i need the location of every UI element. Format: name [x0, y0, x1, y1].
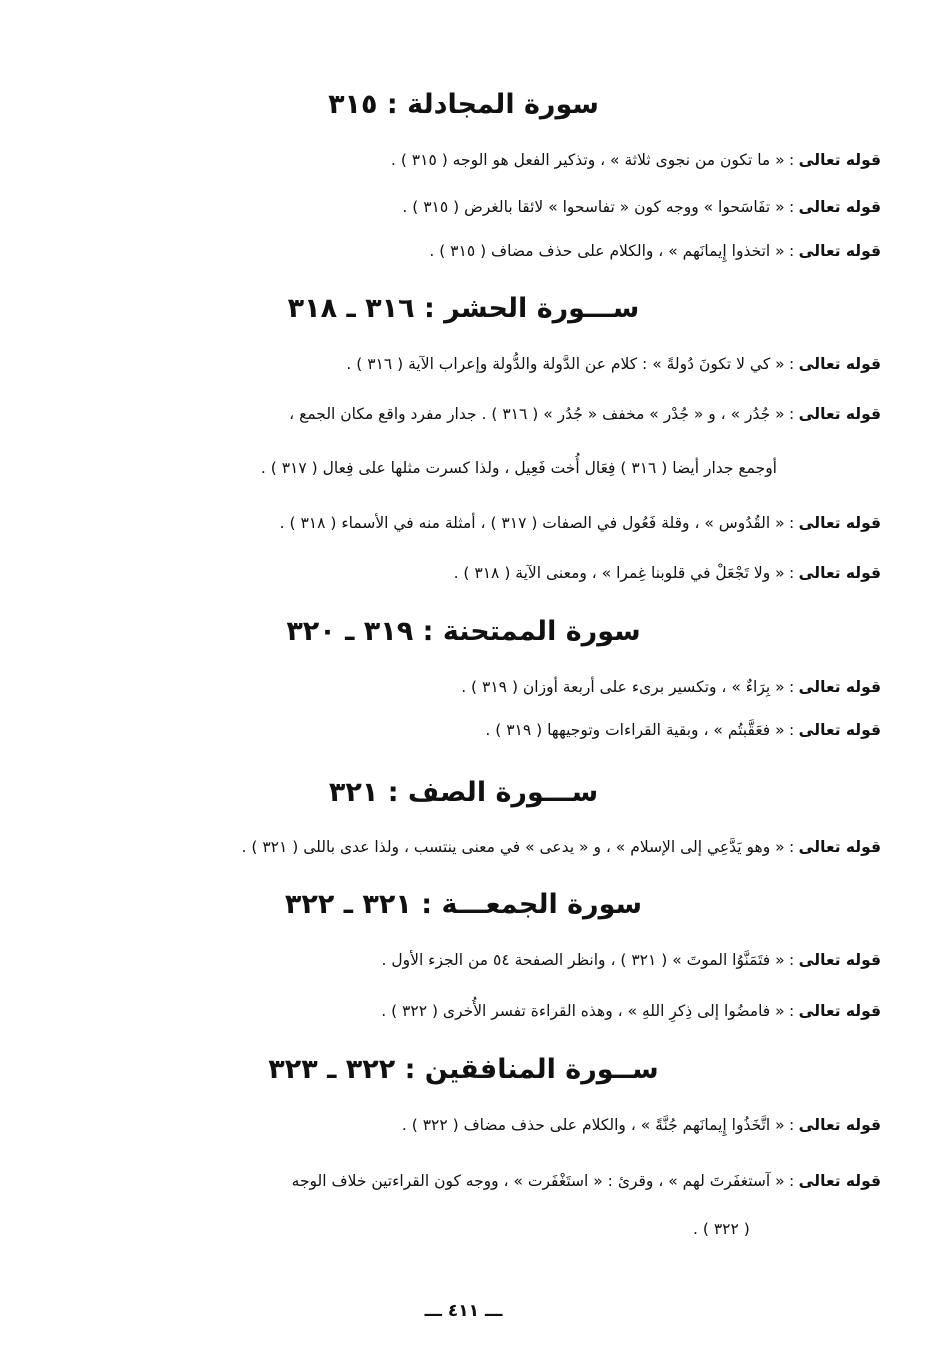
page-number: ـــ ٤١١ ـــ: [424, 1301, 503, 1321]
entry-text: « ولا تَجْعَلْ في قلوبنا غِمرا » ، ومعنى الآية ( ٣١٨ ) .: [453, 564, 785, 582]
section-title-mujadila: سورة المجادلة : ٣١٥: [328, 89, 599, 120]
entry-lead: قوله تعالى: [798, 721, 881, 739]
entry-text: « القُدُوس » ، وقلة فَعُول في الصفات ( ٣١٧ ) ، أمثلة منه في الأسماء ( ٣١٨ ) .: [279, 514, 785, 532]
entry-lead: قوله تعالى: [798, 151, 881, 169]
entry-text: « فتَمَنَّوُا الموتَ » ( ٣٢١ ) ، وانظر الصفحة ٥٤ من الجزء الأول .: [381, 951, 785, 969]
entry-line: قوله تعالى:« بِرَاءٌ » ، وتكسير برىء على أربعة أوزان ( ٣١٩ ) .: [461, 678, 881, 696]
entry-line: قوله تعالى:« وهو يَدَّعِي إلى الإسلام » ، و « يدعى » في معنى ينتسب ، ولذا عدى باللى ( ٣٢١ ) .: [241, 838, 881, 856]
entry-line: قوله تعالى:« فامضُوا إلى ذِكرِ اللهِ » ، وهذه القراءة تفسر الأُخرى ( ٣٢٢ ) .: [381, 1002, 881, 1020]
entry-line: قوله تعالى:« ولا تَجْعَلْ في قلوبنا غِمرا » ، ومعنى الآية ( ٣١٨ ) .: [453, 564, 881, 582]
entry-lead: قوله تعالى: [798, 1116, 881, 1134]
entry-text: « جُدُر » ، و « جُدْر » مخفف « جُدُر » ( ٣١٦ ) . جدار مفرد واقع مكان الجمع ،: [289, 405, 785, 423]
entry-continuation: ( ٣٢٢ ) .: [693, 1220, 750, 1238]
entry-lead: قوله تعالى: [798, 405, 881, 423]
entry-line: قوله تعالى:« آستغفَرتَ لهم » ، وقرئ : « استَغْفَرت » ، ووجه كون القراءتين خلاف الوجه: [291, 1172, 881, 1190]
entry-lead: قوله تعالى: [798, 951, 881, 969]
entry-line: قوله تعالى:« اتَّخَذُوا إِيمانَهم جُنَّةً » ، والكلام على حذف مضاف ( ٣٢٢ ) .: [401, 1116, 881, 1134]
section-title-munafiqun: ســورة المنافقين : ٣٢٢ ـ ٣٢٣: [268, 1054, 659, 1085]
entry-text: « فامضُوا إلى ذِكرِ اللهِ » ، وهذه القراءة تفسر الأُخرى ( ٣٢٢ ) .: [381, 1002, 785, 1020]
entry-lead: قوله تعالى: [798, 678, 881, 696]
entry-line: قوله تعالى:« اتخذوا إِيمانَهم » ، والكلام على حذف مضاف ( ٣١٥ ) .: [429, 242, 881, 260]
section-title-saff: ســـورة الصف : ٣٢١: [328, 777, 599, 808]
entry-text: « ما تكون من نجوى ثلاثة » ، وتذكير الفعل هو الوجه ( ٣١٥ ) .: [390, 151, 785, 169]
entry-text: « كي لا تكونَ دُولةً » : كلام عن الدَّولة والدُّولة وإعراب الآية ( ٣١٦ ) .: [346, 355, 785, 373]
entry-lead: قوله تعالى: [798, 242, 881, 260]
entry-lead: قوله تعالى: [798, 514, 881, 532]
section-title-jumua: سورة الجمعـــة : ٣٢١ ـ ٣٢٢: [284, 889, 643, 920]
section-title-mumtahana: سورة الممتحنة : ٣١٩ ـ ٣٢٠: [286, 616, 641, 647]
entry-lead: قوله تعالى: [798, 355, 881, 373]
entry-lead: قوله تعالى: [798, 564, 881, 582]
entry-text: « اتَّخَذُوا إِيمانَهم جُنَّةً » ، والكلام على حذف مضاف ( ٣٢٢ ) .: [401, 1116, 785, 1134]
entry-lead: قوله تعالى: [798, 1002, 881, 1020]
entry-lead: قوله تعالى: [798, 1172, 881, 1190]
entry-text: « آستغفَرتَ لهم » ، وقرئ : « استَغْفَرت » ، ووجه كون القراءتين خلاف الوجه: [291, 1172, 785, 1190]
entry-lead: قوله تعالى: [798, 198, 881, 216]
entry-line: قوله تعالى:« ما تكون من نجوى ثلاثة » ، وتذكير الفعل هو الوجه ( ٣١٥ ) .: [390, 151, 881, 169]
entry-lead: قوله تعالى: [798, 838, 881, 856]
entry-text: « فعَقَّبتُم » ، وبقية القراءات وتوجيهها ( ٣١٩ ) .: [485, 721, 785, 739]
entry-continuation: أوجمع جدار أيضا ( ٣١٦ ) فِعَال أُخت فَعِيل ، ولذا كسرت مثلها على فِعال ( ٣١٧ ) .: [260, 459, 777, 477]
section-title-hashr: ســـورة الحشر : ٣١٦ ـ ٣١٨: [287, 293, 640, 324]
entry-line: قوله تعالى:« جُدُر » ، و « جُدْر » مخفف « جُدُر » ( ٣١٦ ) . جدار مفرد واقع مكان الجمع ،: [289, 405, 881, 423]
entry-text: « وهو يَدَّعِي إلى الإسلام » ، و « يدعى » في معنى ينتسب ، ولذا عدى باللى ( ٣٢١ ) .: [241, 838, 785, 856]
entry-line: قوله تعالى:« كي لا تكونَ دُولةً » : كلام عن الدَّولة والدُّولة وإعراب الآية ( ٣١٦ ) .: [346, 355, 881, 373]
entry-text: « تفَاسَحوا » ووجه كون « تفاسحوا » لائقا بالغرض ( ٣١٥ ) .: [402, 198, 785, 216]
entry-line: قوله تعالى:« القُدُوس » ، وقلة فَعُول في الصفات ( ٣١٧ ) ، أمثلة منه في الأسماء ( ٣١٨ ) .: [279, 514, 881, 532]
entry-line: قوله تعالى:« فتَمَنَّوُا الموتَ » ( ٣٢١ ) ، وانظر الصفحة ٥٤ من الجزء الأول .: [381, 951, 881, 969]
entry-text: « اتخذوا إِيمانَهم » ، والكلام على حذف مضاف ( ٣١٥ ) .: [429, 242, 785, 260]
entry-text: « بِرَاءٌ » ، وتكسير برىء على أربعة أوزان ( ٣١٩ ) .: [461, 678, 785, 696]
entry-line: قوله تعالى:« فعَقَّبتُم » ، وبقية القراءات وتوجيهها ( ٣١٩ ) .: [485, 721, 881, 739]
entry-line: قوله تعالى:« تفَاسَحوا » ووجه كون « تفاسحوا » لائقا بالغرض ( ٣١٥ ) .: [402, 198, 881, 216]
